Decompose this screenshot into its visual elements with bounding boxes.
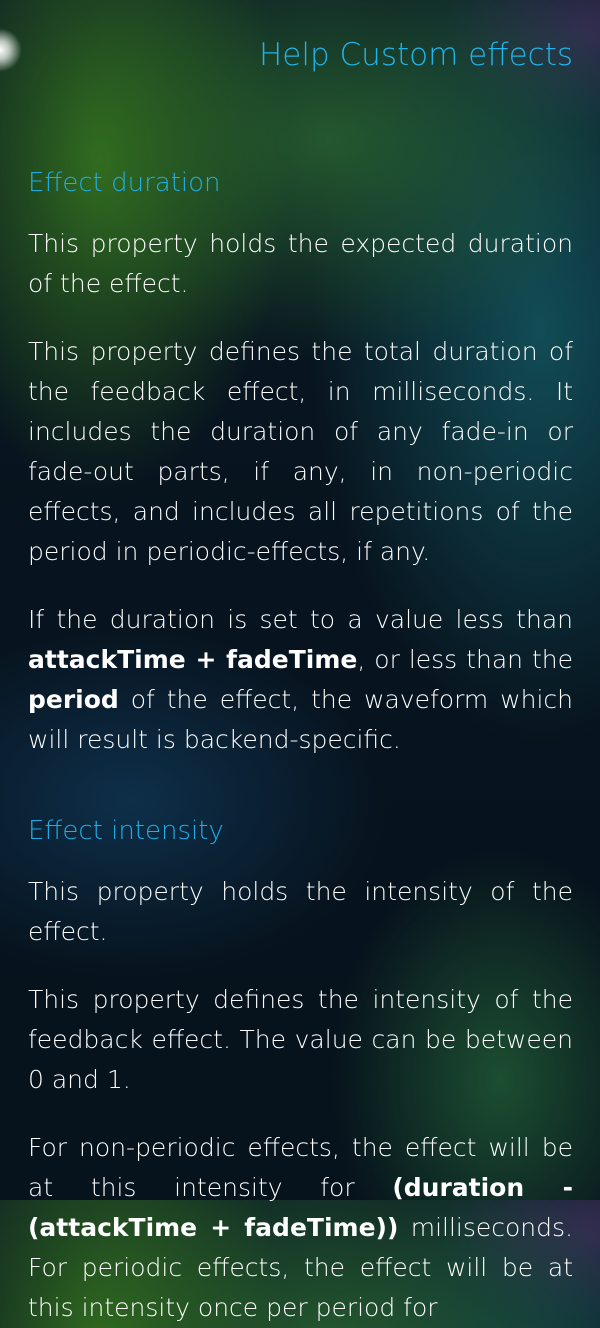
paragraph-text: For non-periodic effects, the effect will be at this intensity for	[28, 1133, 573, 1202]
paragraph-text: milliseconds. For periodic effects, the effect will be at this intensity once per period for	[28, 1213, 573, 1322]
paragraph: This property defines the intensity of the feedback effect. The value can be between 0 and 1.	[28, 985, 573, 1094]
help-page[interactable]	[28, 0, 573, 1328]
paragraph-text: of the effect, the waveform which will result is backend-specific.	[28, 685, 573, 754]
paragraph: This property holds the intensity of the effect.	[28, 877, 573, 946]
section-effect-duration	[28, 166, 573, 760]
paragraph-text: If the duration is set to a value less than	[28, 605, 573, 634]
section-title: Effect intensity	[28, 816, 224, 846]
pulley-glow-indicator	[0, 28, 22, 72]
paragraph	[28, 1128, 573, 1328]
property-name-attacktime-fadetime: attackTime + fadeTime	[28, 645, 358, 674]
property-name-period: period	[28, 685, 119, 714]
section-effect-intensity	[28, 814, 573, 1328]
paragraph: This property holds the expected duration of the effect.	[28, 229, 573, 298]
paragraph-text: , or less than the	[357, 645, 573, 674]
formula-duration: (duration - (attackTime + fadeTime))	[28, 1173, 573, 1242]
page-title: Help Custom effects	[259, 37, 573, 73]
paragraph	[28, 600, 573, 760]
paragraph: This property defines the total duration of the feedback effect, in milliseconds. It includes the duration of any fade-in or fade-out parts, if any, in non-periodic effects, and includes all repetitions of the period in periodic-effects, if any.	[28, 337, 573, 566]
section-title: Effect duration	[28, 168, 221, 198]
